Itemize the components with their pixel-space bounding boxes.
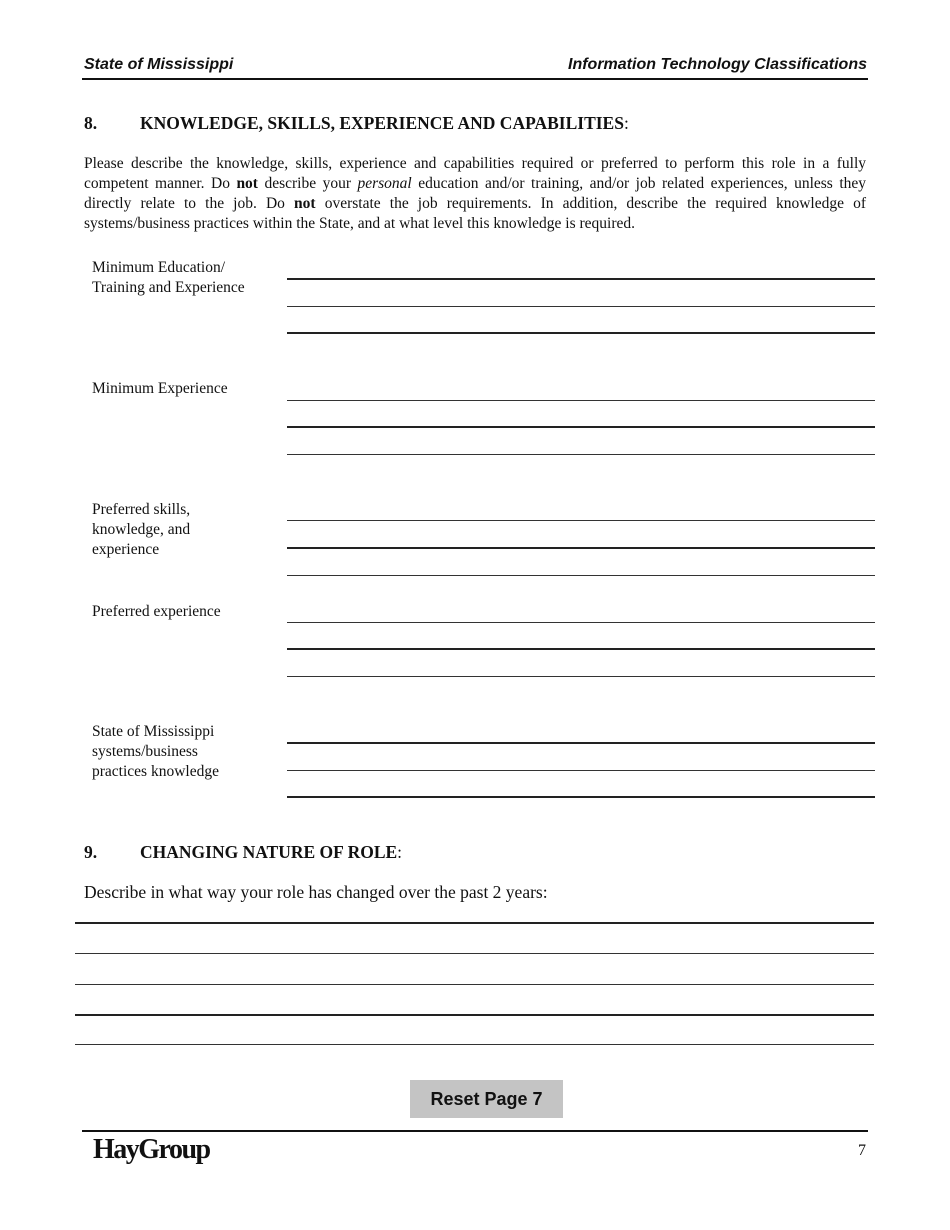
state-knowledge-label-line1: State of Mississippi <box>92 723 215 740</box>
state-knowledge-line-2[interactable] <box>287 770 875 771</box>
reset-page-button[interactable]: Reset Page 7 <box>410 1080 563 1118</box>
instructions-emphasis-personal: personal <box>357 175 412 192</box>
instructions-emphasis-not-2: not <box>294 195 316 212</box>
state-knowledge-line-3[interactable] <box>287 796 875 798</box>
min-education-line-2[interactable] <box>287 306 875 307</box>
preferred-skills-line-2[interactable] <box>287 547 875 549</box>
section-8-title: KNOWLEDGE, SKILLS, EXPERIENCE AND CAPABILITIES <box>140 113 624 133</box>
section-8-colon: : <box>623 113 629 133</box>
header-left: State of Mississippi <box>84 56 234 73</box>
header-divider <box>82 78 868 80</box>
preferred-skills-line-1[interactable] <box>287 520 875 521</box>
preferred-skills-line-3[interactable] <box>287 575 875 576</box>
instructions-text-2: describe your <box>257 175 358 192</box>
section-8-number: 8. <box>84 113 98 133</box>
preferred-skills-label-line2: knowledge, and <box>92 521 191 538</box>
state-knowledge-label-line2: systems/business <box>92 743 198 760</box>
section-9-title: CHANGING NATURE OF ROLE <box>140 842 398 862</box>
min-education-line-3[interactable] <box>287 332 875 334</box>
footer-divider <box>82 1130 868 1132</box>
state-knowledge-label-line3: practices knowledge <box>92 763 219 780</box>
page-number: 7 <box>858 1142 866 1159</box>
preferred-skills-label-line3: experience <box>92 541 160 558</box>
instructions-emphasis-not-1: not <box>236 175 258 192</box>
role-change-line-2[interactable] <box>75 953 874 954</box>
preferred-experience-line-3[interactable] <box>287 676 875 677</box>
role-change-line-3[interactable] <box>75 984 874 985</box>
section-8-instructions <box>84 154 866 234</box>
min-education-label-line2: Training and Experience <box>92 279 245 296</box>
min-experience-label-line1: Minimum Experience <box>92 380 228 397</box>
preferred-skills-label-line1: Preferred skills, <box>92 501 191 518</box>
min-experience-line-1[interactable] <box>287 400 875 401</box>
preferred-skills-label <box>92 500 282 560</box>
role-change-line-4[interactable] <box>75 1014 874 1016</box>
preferred-experience-line-2[interactable] <box>287 648 875 650</box>
instructions-text-1: Please describe the knowledge, skills, experience and capabilities required or preferred to perform this role in a fully competent manner. Do <box>84 155 866 192</box>
section-8-heading <box>84 113 629 134</box>
instructions-text-4: overstate the job requirements. In addition, describe the required knowledge of systems/business practices within the State, and at what level this knowledge is required. <box>84 195 867 232</box>
min-education-label-line1: Minimum Education/ <box>92 259 226 276</box>
header-right: Information Technology Classifications <box>568 56 867 73</box>
role-change-line-5[interactable] <box>75 1044 874 1045</box>
role-change-line-1[interactable] <box>75 922 874 924</box>
instructions-text-3: education and/or training, and/or job related experiences, unless they directly relate to the job. Do <box>84 175 866 212</box>
preferred-experience-label <box>92 602 282 622</box>
min-education-label <box>92 258 282 298</box>
min-experience-line-3[interactable] <box>287 454 875 455</box>
min-education-line-1[interactable] <box>287 278 875 280</box>
min-experience-line-2[interactable] <box>287 426 875 428</box>
section-9-colon: : <box>397 842 403 862</box>
section-9-prompt: Describe in what way your role has changed over the past 2 years: <box>84 882 548 902</box>
preferred-experience-line-1[interactable] <box>287 622 875 623</box>
min-experience-label <box>92 379 282 399</box>
haygroup-logo: HayGroup <box>93 1134 210 1165</box>
state-knowledge-label <box>92 722 282 782</box>
preferred-experience-label-line1: Preferred experience <box>92 603 221 620</box>
section-9-heading <box>84 842 402 863</box>
section-9-number: 9. <box>84 842 98 862</box>
state-knowledge-line-1[interactable] <box>287 742 875 744</box>
